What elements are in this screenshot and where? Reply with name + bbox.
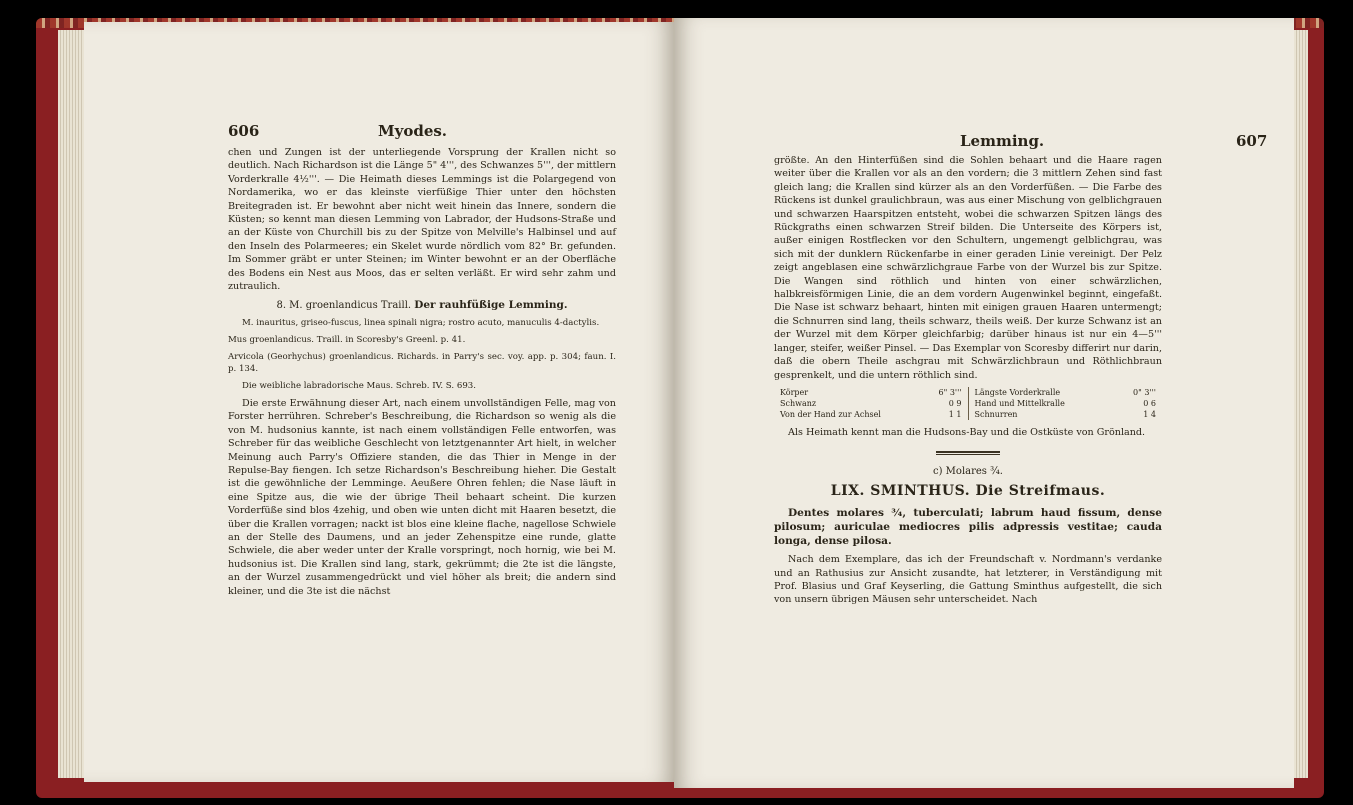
synonym-3: Die weibliche labradorische Maus. Schreb. IV. S. 693. [242,380,476,391]
species-heading [228,299,616,312]
measurement-row: Längste Vorderkralle 0" 3''' [974,387,1156,397]
page-edges-left [58,30,86,778]
right-paragraph-2: Als Heimath kennt man die Hudsons-Bay und die Ostküste von Grönland. [788,426,1146,438]
left-paragraph-2: Die erste Erwähnung dieser Art, nach einem unvollständigen Felle, mag von Forster herrühren. Schreber's Beschreibung, die Richardson so wenig als die von M. hudsonius kannte, ist nach einem vollständigen Felle entworfen, was Schreber für das weibliche Geschlecht von letztgenannter Art hielt, in welcher Meinung auch Parry's Offiziere standen, die das Thier in Menge in der Repulse-Bay fiengen. Ich setze Richardson's Beschreibung hieher. Die Gestalt ist die gewöhnliche der Lemminge. Aeußere Ohren fehlen; die Nase läuft in eine Spitze aus, die wie der übrige Theil behaart scheint. Die kurzen Vorderfüße sind blos 4zehig, und oben wie unten dicht mit Haaren besetzt, die über die Krallen vorragen; nackt ist blos eine kleine flache, nagellose Schwiele an der Stelle des Daumens, und an jeder Zehenspitze eine runde, glatte Schwiele, die aber weder unter der Kralle vorspringt, noch hornig, wie bei M. hudsonius ist. Die Krallen sind lang, stark, gekrümmt; die 2te ist die längste, an der Wurzel zusammengedrückt und viel höher als breit; die andern sind kleiner, und die 3te ist die nächst [228,397,616,597]
species-diagnosis: M. inauritus, griseo-fuscus, linea spinali nigra; rostro acuto, manuculis 4-dactylis. [242,317,600,328]
right-paragraph-1: größte. An den Hinterfüßen sind die Sohlen behaart und die Haare ragen weiter über die Krallen vor als an den vordern; die 3 mittlern Zehen sind fast gleich lang; die Krallen sind kürzer als an den Vorderfüßen. — Die Farbe des Rückens ist dunkel graulichbraun, was aus einer Mischung von gelblichgrauen und schwarzen Haarspitzen entsteht, wobei die schwarzen Spitzen längs des Rückgraths einen schwarzen Streif bilden. Die Unterseite des Körpers ist, außer einigen Rostflecken vor den Schultern, ungemengt gelblichgrau, was sich mit der dunklern Rückenfarbe in einer geraden Linie vereinigt. Der Pelz zeigt angeblasen eine schwärzlichgraue Farbe von der Wurzel bis zur Spitze. Die Wangen sind röthlich und hinten von einer schwärzlichen, halbkreisförmigen Linie, die an dem vordern Augenwinkel beginnt, eingefaßt. Die Nase ist schwarz behaart, hinten mit einigen grauen Haaren untermengt; die Schnurren sind lang, theils schwarz, theils weiß. Der kurze Schwanz ist an der Wurzel mit dem Körper gleichfarbig; darüber hinaus ist nur ein 4—5''' langer, steifer, weißer Pinsel. — Das Exemplar von Scoresby differirt nur darin, daß die obern Theile aschgrau mit Schwärzlichbraun und Röthlichbraun gesprenkelt, und die untern röthlich sind. [774,155,1162,381]
right-page-number: 607 [1236,132,1268,150]
left-page [84,22,674,782]
section-heading: c) Molares ¾. [933,466,1003,478]
genus-diagnosis: Dentes molares ¾, tuberculati; labrum haud fissum, dense pilosum; auriculae mediocres pilis adpressis vestitae; cauda longa, dense pilosa. [774,507,1162,548]
synonym-2: Arvicola (Georhychus) groenlandicus. Richards. in Parry's sec. voy. app. p. 304; faun. I. p. 134. [228,351,616,374]
measurement-row: Schnurren 1 4 [974,409,1156,419]
measurement-row: Hand und Mittelkralle 0 6 [974,398,1156,408]
measurement-col-right [968,387,1163,420]
synonym-1: Mus groenlandicus. Traill. in Scoresby's Greenl. p. 41. [228,334,466,345]
chapter-heading: LIX. SMINTHUS. Die Streifmaus. [830,482,1106,499]
species-heading-german: Der rauhfüßige Lemming. [414,299,568,312]
measurement-row: Körper 6" 3''' [780,387,962,397]
right-body [774,154,1162,612]
left-running-head: Myodes. [378,122,448,140]
left-page-number: 606 [228,122,260,140]
left-body [228,146,616,603]
right-page [674,18,1294,788]
measurement-col-left [774,387,968,420]
section-divider [936,451,1000,455]
measurement-table [774,387,1162,420]
measurement-row: Von der Hand zur Achsel 1 1 [780,409,962,419]
species-heading-latin: 8. M. groenlandicus Traill. [276,300,412,312]
measurement-row: Schwanz 0 9 [780,398,962,408]
right-running-head: Lemming. [960,132,1045,150]
page-edges-right [1294,30,1308,778]
left-paragraph-1: chen und Zungen ist der unterliegende Vorsprung der Krallen nicht so deutlich. Nach Richardson ist die Länge 5" 4''', des Schwanzes 5''', der mittlern Vorderkralle 4½'''. — Die Heimath dieses Lemmings ist die Polargegend von Nordamerika, wo er das kleinste vierfüßige Thier unter den höchsten Breitegraden ist. Er bewohnt aber nicht weit hinein das Innere, sondern die Küsten; so kennt man diesen Lemming von Labrador, der Hudsons-Straße und an der Küste von Churchill bis zu der Spitze von Melville's Halbinsel und auf den Inseln des Polarmeeres; ein Skelet wurde nördlich vom 82° Br. gefunden. Im Sommer gräbt er unter Steinen; im Winter bewohnt er an der Oberfläche des Bodens ein Nest aus Moos, das er selten verläßt. Er wird sehr zahm und zutraulich. [228,147,616,293]
right-paragraph-3: Nach dem Exemplare, das ich der Freundschaft v. Nordmann's verdanke und an Rathusius zur Ansicht zusandte, hat letzterer, in Verständigung mit Prof. Blasius und Graf Keyserling, die Gattung Sminthus aufgestellt, die sich von unsern übrigen Mäusen sehr unterscheidet. Nach [774,554,1162,606]
